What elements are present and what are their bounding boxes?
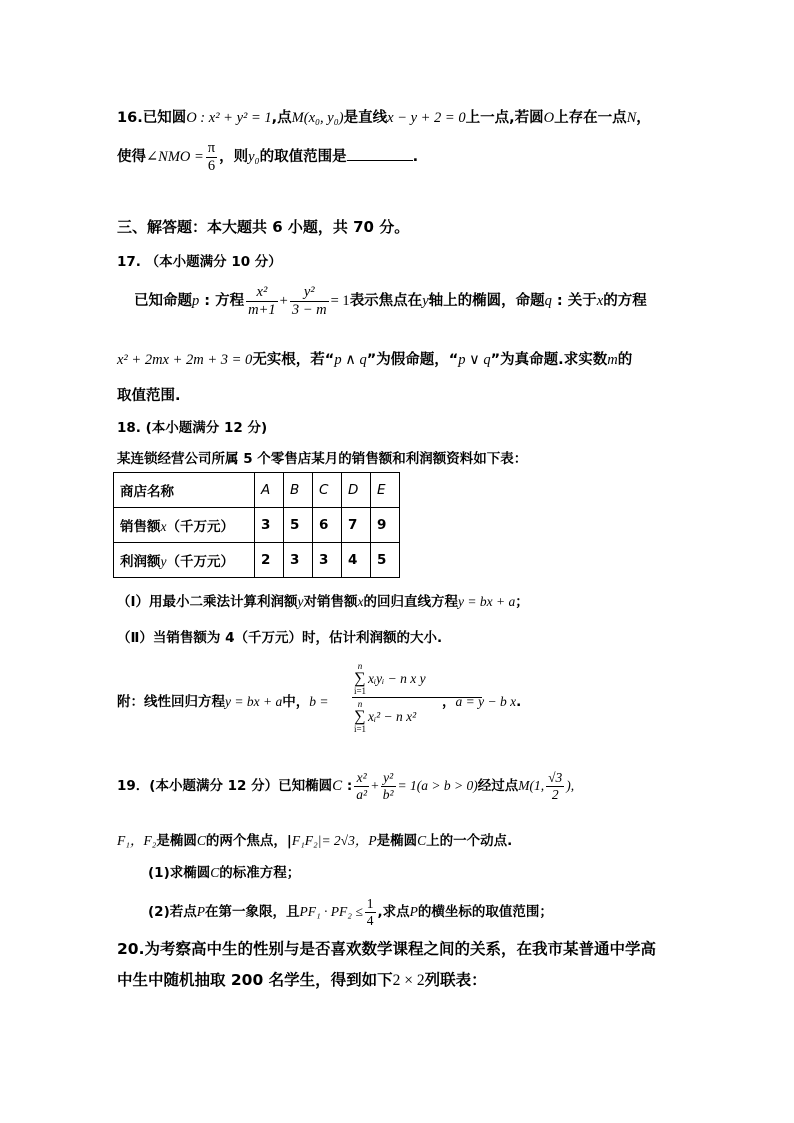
- q18-part2: （Ⅱ）当销售额为 4（千万元）时，估计利润额的大小.: [117, 630, 443, 646]
- q19-sub2: (2)若点P在第一象限，且PF₁ · PF₂ ≤ $\frac{1}{4}$ ,求点P的横坐标的取值范围；: [148, 896, 553, 928]
- q18-header: 18. (本小题满分 12 分): [117, 420, 268, 436]
- table-cell: 3: [313, 543, 342, 578]
- table-row: [114, 508, 400, 543]
- q16-line1: 16.已知圆O : x² + y² = 1,点M(x₀, y₀)是直线x − y + 2 = 0上一点,若圆O上存在一点N，: [117, 110, 651, 126]
- sales-profit-table: [113, 472, 400, 578]
- q18-intro: 某连锁经营公司所属 5 个零售店某月的销售额和利润额资料如下表：: [117, 451, 528, 467]
- table-row-label: 利润额y（千万元）: [114, 543, 255, 578]
- table-header-cell: B: [284, 473, 313, 508]
- pi-over-6: $\frac{\pi}{6}$: [207, 140, 216, 174]
- table-cell: 3: [255, 508, 284, 543]
- table-header-cell: D: [342, 473, 371, 508]
- table-header-cell: E: [371, 473, 400, 508]
- table-header-cell: A: [255, 473, 284, 508]
- table-cell: 4: [342, 543, 371, 578]
- table-row: [114, 543, 400, 578]
- table-cell: 5: [371, 543, 400, 578]
- q16-number: 16: [117, 110, 138, 126]
- table-header-cell: 商店名称: [114, 473, 255, 508]
- q16-line2: 使得∠NMO = $\frac{\pi}{6}$ ，则y₀的取值范围是 .: [117, 140, 419, 174]
- q17-header: 17. （本小题满分 10 分）: [117, 254, 282, 270]
- q18-part1: （Ⅰ）用最小二乘法计算利润额y对销售额x的回归直线方程y = bx + a；: [117, 594, 529, 610]
- table-cell: 5: [284, 508, 313, 543]
- q17-line1: 已知命题p : 方程 $\frac{\text{x²}}{m+1}$ + $\frac{\text{y²}}{3 - m}$ = 1表示焦点在y轴上的椭圆，命题q : 关于x的方程: [134, 284, 647, 318]
- q20-line1: 20.为考察高中生的性别与是否喜欢数学课程之间的关系，在我市某普通中学高: [117, 940, 656, 958]
- b-formula: n ∑ i=1 xᵢyᵢ − n x y n ∑ i=1 xᵢ² − n x²: [352, 661, 482, 736]
- q20-line2: 中生中随机抽取 200 名学生，得到如下2 × 2列联表：: [117, 971, 487, 989]
- table-cell: 7: [342, 508, 371, 543]
- table-cell: 3: [284, 543, 313, 578]
- table-cell: 6: [313, 508, 342, 543]
- q19-sub1: (1)求椭圆C的标准方程；: [148, 865, 301, 881]
- q19-line2: F₁，F₂是椭圆C的两个焦点，|F₁F₂|= 2√3，P是椭圆C上的一个动点.: [117, 833, 513, 849]
- table-row: [114, 473, 400, 508]
- q17-line3: 取值范围.: [117, 388, 181, 404]
- table-cell: 2: [255, 543, 284, 578]
- q19-line1: 19．(本小题满分 12 分）已知椭圆C : $\frac{\text{x²}}{\text{a²}}$ + $\frac{\text{y²}}{\text{b²}}$ = 1(a > b > 0)经过点M(1, $\frac{√3}{2}$ ),: [117, 770, 575, 802]
- q18-note-a: 附：线性回归方程y = bx + a中，b =: [117, 694, 329, 710]
- answer-blank: [347, 148, 413, 161]
- section-3-title: 三、解答题：本大题共 6 小题，共 70 分。: [117, 218, 410, 236]
- table-row-label: 销售额x（千万元）: [114, 508, 255, 543]
- q17-line2: x² + 2mx + 2m + 3 = 0无实根，若“p ∧ q”为假命题，“p ∨ q”为真命题.求实数m的: [117, 352, 633, 368]
- table-header-cell: C: [313, 473, 342, 508]
- table-cell: 9: [371, 508, 400, 543]
- q18-note-c: ，a = y − b x.: [442, 694, 522, 710]
